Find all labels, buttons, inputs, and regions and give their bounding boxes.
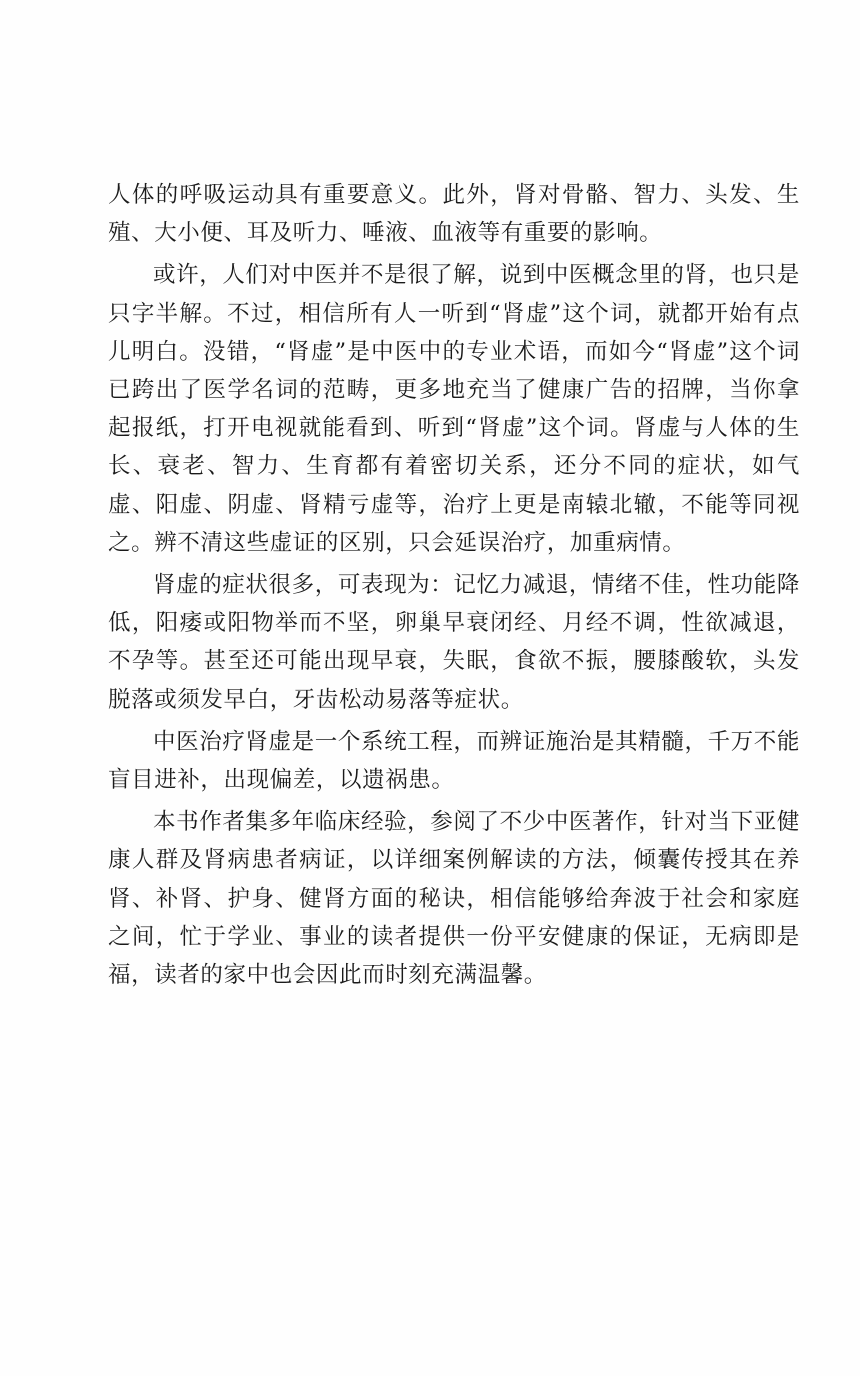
paragraph-shenxu-term: 或许，人们对中医并不是很了解，说到中医概念里的肾，也只是只字半解。不过，相信所有人一听到“肾虚”这个词，就都开始有点儿明白。没错，“肾虚”是中医中的专业术语，而如今“肾虚”这个词已跨出了医学名词的范畴，更多地充当了健康广告的招牌，当你拿起报纸，打开电视就能看到、听到“肾虚”这个词。肾虚与人体的生长、衰老、智力、生育都有着密切关系，还分不同的症状，如气虚、阳虚、阴虚、肾精亏虚等，治疗上更是南辕北辙，不能等同视之。辨不清这些虚证的区别，只会延误治疗，加重病情。 [108,262,800,556]
paragraph-treatment: 中医治疗肾虚是一个系统工程，而辨证施治是其精髓，千万不能盲目进补，出现偏差，以遗祸患。 [108,728,800,794]
paragraph-book-intro: 本书作者集多年临床经验，参阅了不少中医著作，针对当下亚健康人群及肾病患者病证，以详细案例解读的方法，倾囊传授其在养肾、补肾、护身、健肾方面的秘诀，相信能够给奔波于社会和家庭之间，忙于学业、事业的读者提供一份平安健康的保证，无病即是福，读者的家中也会因此而时刻充满温馨。 [108,809,800,989]
body-text [108,176,800,998]
paragraph-symptoms: 肾虚的症状很多，可表现为：记忆力减退，情绪不佳，性功能降低，阳痿或阳物举而不坚，卵巢早衰闭经、月经不调，性欲减退，不孕等。甚至还可能出现早衰，失眠，食欲不振，腰膝酸软，头发脱落或须发早白，牙齿松动易落等症状。 [108,572,800,713]
paragraph-continuation: 人体的呼吸运动具有重要意义。此外，肾对骨骼、智力、头发、生殖、大小便、耳及听力、唾液、血液等有重要的影响。 [108,182,800,247]
